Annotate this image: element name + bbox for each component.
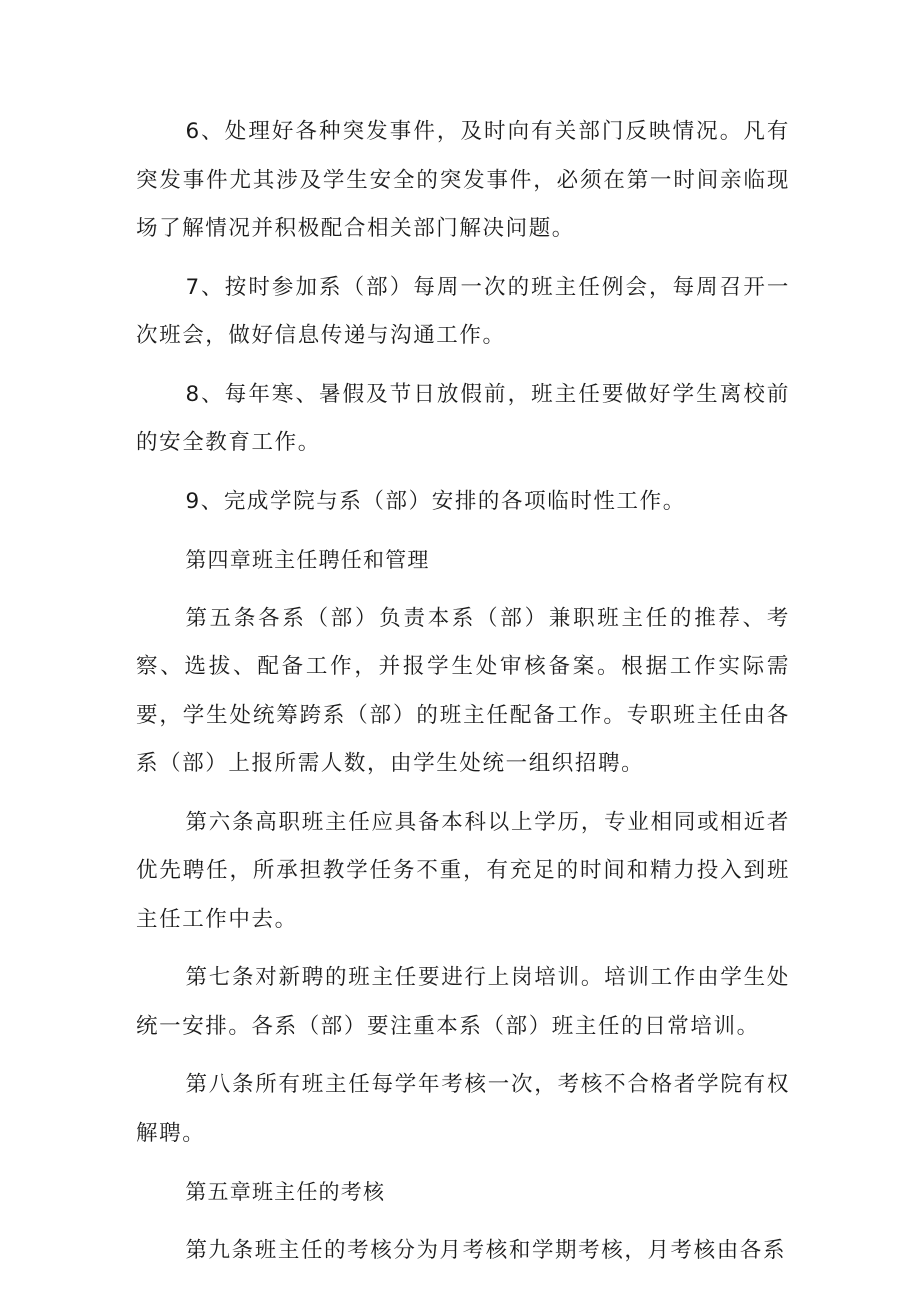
article-5-paragraph: 第五条各系（部）负责本系（部）兼职班主任的推荐、考察、选拔、配备工作，并报学生处审核备案。根据工作实际需要，学生处统筹跨系（部）的班主任配备工作。专职班主任由各系（部）上报所需人数，由学生处统一组织招聘。 bbox=[136, 605, 790, 776]
paragraph-item-6: 6、处理好各种突发事件，及时向有关部门反映情况。凡有突发事件尤其涉及学生安全的突发事件，必须在第一时间亲临现场了解情况并积极配合相关部门解决问题。 bbox=[136, 119, 790, 241]
article-7-paragraph: 第七条对新聘的班主任要进行上岗培训。培训工作由学生处统一安排。各系（部）要注重本系（部）班主任的日常培训。 bbox=[136, 965, 790, 1039]
chapter-4-heading: 第四章班主任聘任和管理 bbox=[185, 548, 430, 572]
paragraph-item-9: 9、完成学院与系（部）安排的各项临时性工作。 bbox=[185, 488, 686, 514]
paragraph-item-7: 7、按时参加系（部）每周一次的班主任例会，每周召开一次班会，做好信息传递与沟通工作。 bbox=[136, 274, 790, 348]
document-page bbox=[136, 108, 790, 1285]
chapter-5-heading: 第五章班主任的考核 bbox=[185, 1180, 386, 1204]
article-8-paragraph: 第八条所有班主任每学年考核一次，考核不合格者学院有权解聘。 bbox=[136, 1072, 790, 1146]
article-9-paragraph: 第九条班主任的考核分为月考核和学期考核，月考核由各系 bbox=[185, 1237, 787, 1263]
article-6-paragraph: 第六条高职班主任应具备本科以上学历，专业相同或相近者优先聘任，所承担教学任务不重，有充足的时间和精力投入到班主任工作中去。 bbox=[136, 809, 790, 932]
paragraph-item-8: 8、每年寒、暑假及节日放假前，班主任要做好学生离校前的安全教育工作。 bbox=[136, 381, 790, 455]
